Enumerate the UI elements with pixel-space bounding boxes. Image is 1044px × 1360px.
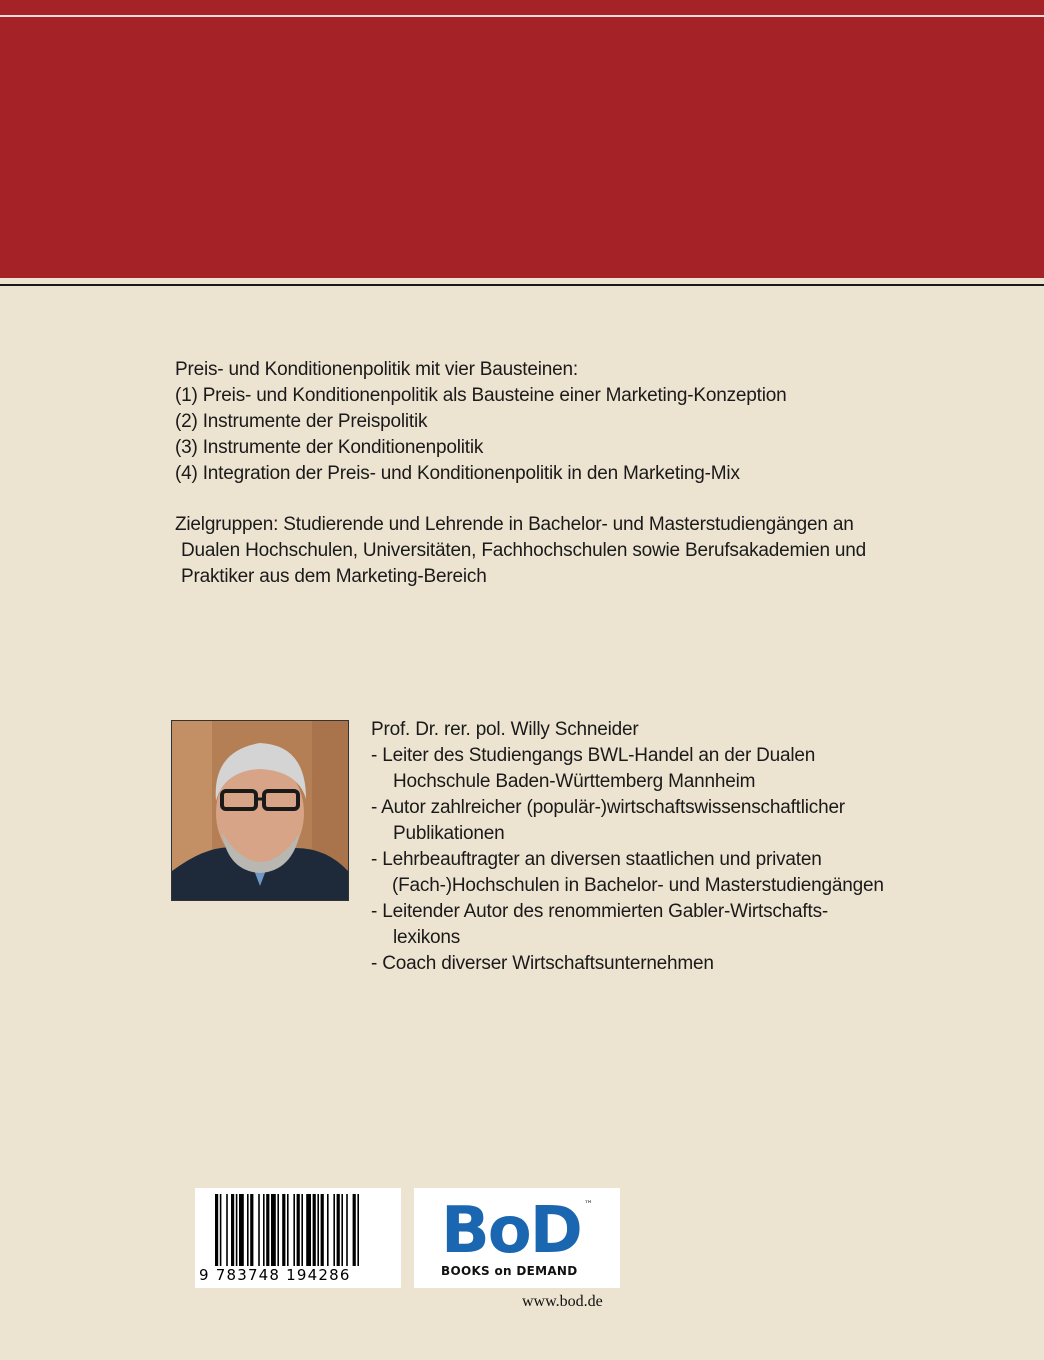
barcode-bar [313,1194,316,1266]
summary-heading: Preis- und Konditionenpolitik mit vier Bausteinen: [175,359,578,380]
barcode-bar [337,1194,340,1266]
barcode-bar [282,1194,285,1266]
barcode-bar [357,1194,359,1266]
author-bio-line: - Lehrbeauftragter an diversen staatlichen und privaten [371,849,822,870]
top-band-divider [0,15,1044,17]
author-bio-line: - Autor zahlreicher (populär-)wirtschaftswissenschaftlicher [371,797,845,818]
summary-item: (4) Integration der Preis- und Konditionenpolitik in den Marketing-Mix [175,463,740,484]
author-bio-line: Publikationen [393,823,505,844]
barcode-bar [287,1194,289,1266]
summary-item: (1) Preis- und Konditionenpolitik als Bausteine einer Marketing-Konzeption [175,385,787,406]
author-bio-line: - Coach diverser Wirtschaftsunternehmen [371,953,714,974]
barcode-bar [258,1194,260,1266]
barcode-bar [341,1194,343,1266]
top-color-band [0,0,1044,278]
summary-block [175,357,895,487]
barcode-bar [293,1194,295,1266]
target-groups-line: Praktiker aus dem Marketing-Bereich [181,566,487,587]
band-bottom-rule [0,284,1044,286]
barcode-bar [271,1194,276,1266]
target-groups-line: Dualen Hochschulen, Universitäten, Fachhochschulen sowie Berufsakademien und [181,540,867,561]
barcode-bar [250,1194,253,1266]
publisher-url[interactable]: www.bod.de [522,1293,603,1310]
barcode-bar [306,1194,311,1266]
barcode-bar [220,1194,222,1266]
publisher-tagline: BOOKS on DEMAND [441,1264,578,1278]
barcode-bar [317,1194,319,1266]
barcode-bar [226,1194,228,1266]
barcode-bar [346,1194,348,1266]
author-bio-line: - Leiter des Studiengangs BWL-Handel an der Dualen [371,745,816,766]
barcode-bar [236,1194,238,1266]
author-portrait-illustration [172,721,348,900]
barcode-bar [333,1194,335,1266]
target-groups-block [175,512,895,590]
barcode-bar [277,1194,279,1266]
summary-item: (2) Instrumente der Preispolitik [175,411,428,432]
barcode-bar [247,1194,249,1266]
author-photo [171,720,349,901]
barcode-bar [266,1194,269,1266]
author-bio-line: (Fach-)Hochschulen in Bachelor- und Masterstudiengängen [392,875,884,896]
barcode-bar [297,1194,300,1266]
barcode-bar [301,1194,303,1266]
barcode-bar [353,1194,356,1266]
author-bio-line: - Leitender Autor des renommierten Gabler-Wirtschafts- [371,901,828,922]
barcode-bar [231,1194,234,1266]
publisher-logo: BoD [441,1194,581,1268]
trademark-symbol: ™ [584,1200,593,1210]
barcode-bar [327,1194,329,1266]
author-bio-line: Hochschule Baden-Württemberg Mannheim [393,771,756,792]
barcode-bar [215,1194,218,1266]
author-name: Prof. Dr. rer. pol. Willy Schneider [371,719,639,740]
target-groups-line: Zielgruppen: Studierende und Lehrende in Bachelor- und Masterstudiengängen an [175,514,854,535]
author-block [371,717,971,977]
summary-item: (3) Instrumente der Konditionenpolitik [175,437,484,458]
author-bio-line: lexikons [393,927,461,948]
barcode-bar [263,1194,265,1266]
barcode-bar [321,1194,324,1266]
barcode-bar [239,1194,244,1266]
isbn-digits: 9 783748 194286 [199,1266,351,1284]
